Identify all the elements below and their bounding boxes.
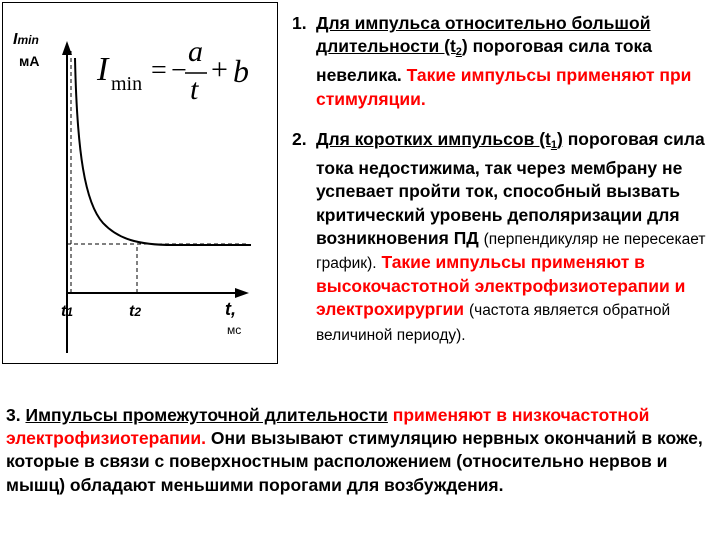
item-2-underlined: Для коротких импульсов (t (316, 129, 551, 149)
item-2-rest: пороговая сила тока недостижима, так через мембрану не успевает пройти ток, способный вызвать критический уровень деполяризации для возникновения ПД (316, 129, 705, 248)
item-2-row (292, 128, 716, 347)
item-3-rest: Они вызывают стимуляцию нервных окончаний в коже, которые в связи с поверхностным расположением (относительно нервов и мышц) обладают меньшими порогами для возбуждения. (6, 428, 703, 495)
item-2-red: Такие импульсы применяют в высокочастотной электрофизиотерапии и электрохирургии (316, 252, 686, 320)
item-3-red: применяют в низкочастотной электрофизиотерапии. (6, 405, 650, 449)
item-3 (6, 404, 714, 497)
item-3-text (6, 404, 714, 497)
formula-b: b (233, 53, 249, 89)
item-1-rest: ) пороговая сила тока невелика. (316, 36, 653, 86)
formula-lhs: I (97, 51, 109, 88)
x-axis-label: t, (225, 299, 236, 319)
item-1-number: 1. (292, 13, 307, 33)
item-2 (292, 128, 716, 347)
item-2-note2: (частота является обратной величиной периоду). (316, 302, 671, 344)
formula-lhs-sub: min (111, 73, 143, 95)
item-1-text (316, 12, 716, 111)
formula-plus: + (211, 53, 228, 86)
x-axis-arrow (235, 288, 249, 298)
graph-panel (2, 2, 278, 364)
item-3-underlined: Импульсы промежуточной длительности (25, 405, 388, 425)
item-2-note1: (перпендикуляр не пересекает график). (316, 230, 706, 273)
item-1-sub: 2 (455, 46, 462, 59)
item-1-underlined: Для импульса относительно большой длительности (t (316, 13, 651, 57)
item-3-number: 3. (6, 405, 21, 425)
item-1-red: Такие импульсы применяют при стимуляции. (316, 65, 692, 109)
t1-label: t1 (61, 303, 74, 320)
y-unit: мА (19, 53, 40, 69)
y-axis-label (13, 31, 39, 49)
item-1 (292, 12, 716, 111)
item-1-row (292, 12, 716, 111)
item-2-number: 2. (292, 129, 307, 149)
x-unit: мс (227, 323, 242, 337)
y-axis-label-i: I (13, 31, 18, 48)
item-2-sub: 1 (550, 139, 557, 151)
t2-label: t2 (129, 303, 142, 320)
formula-minus: − (171, 55, 187, 86)
item-2-underlined-end: ) (556, 129, 563, 149)
item-2-text (316, 128, 716, 347)
formula-equals: = (151, 55, 167, 86)
formula-numerator: a (188, 35, 203, 68)
y-axis-label-sub: min (17, 33, 39, 47)
formula-denominator: t (190, 73, 199, 106)
